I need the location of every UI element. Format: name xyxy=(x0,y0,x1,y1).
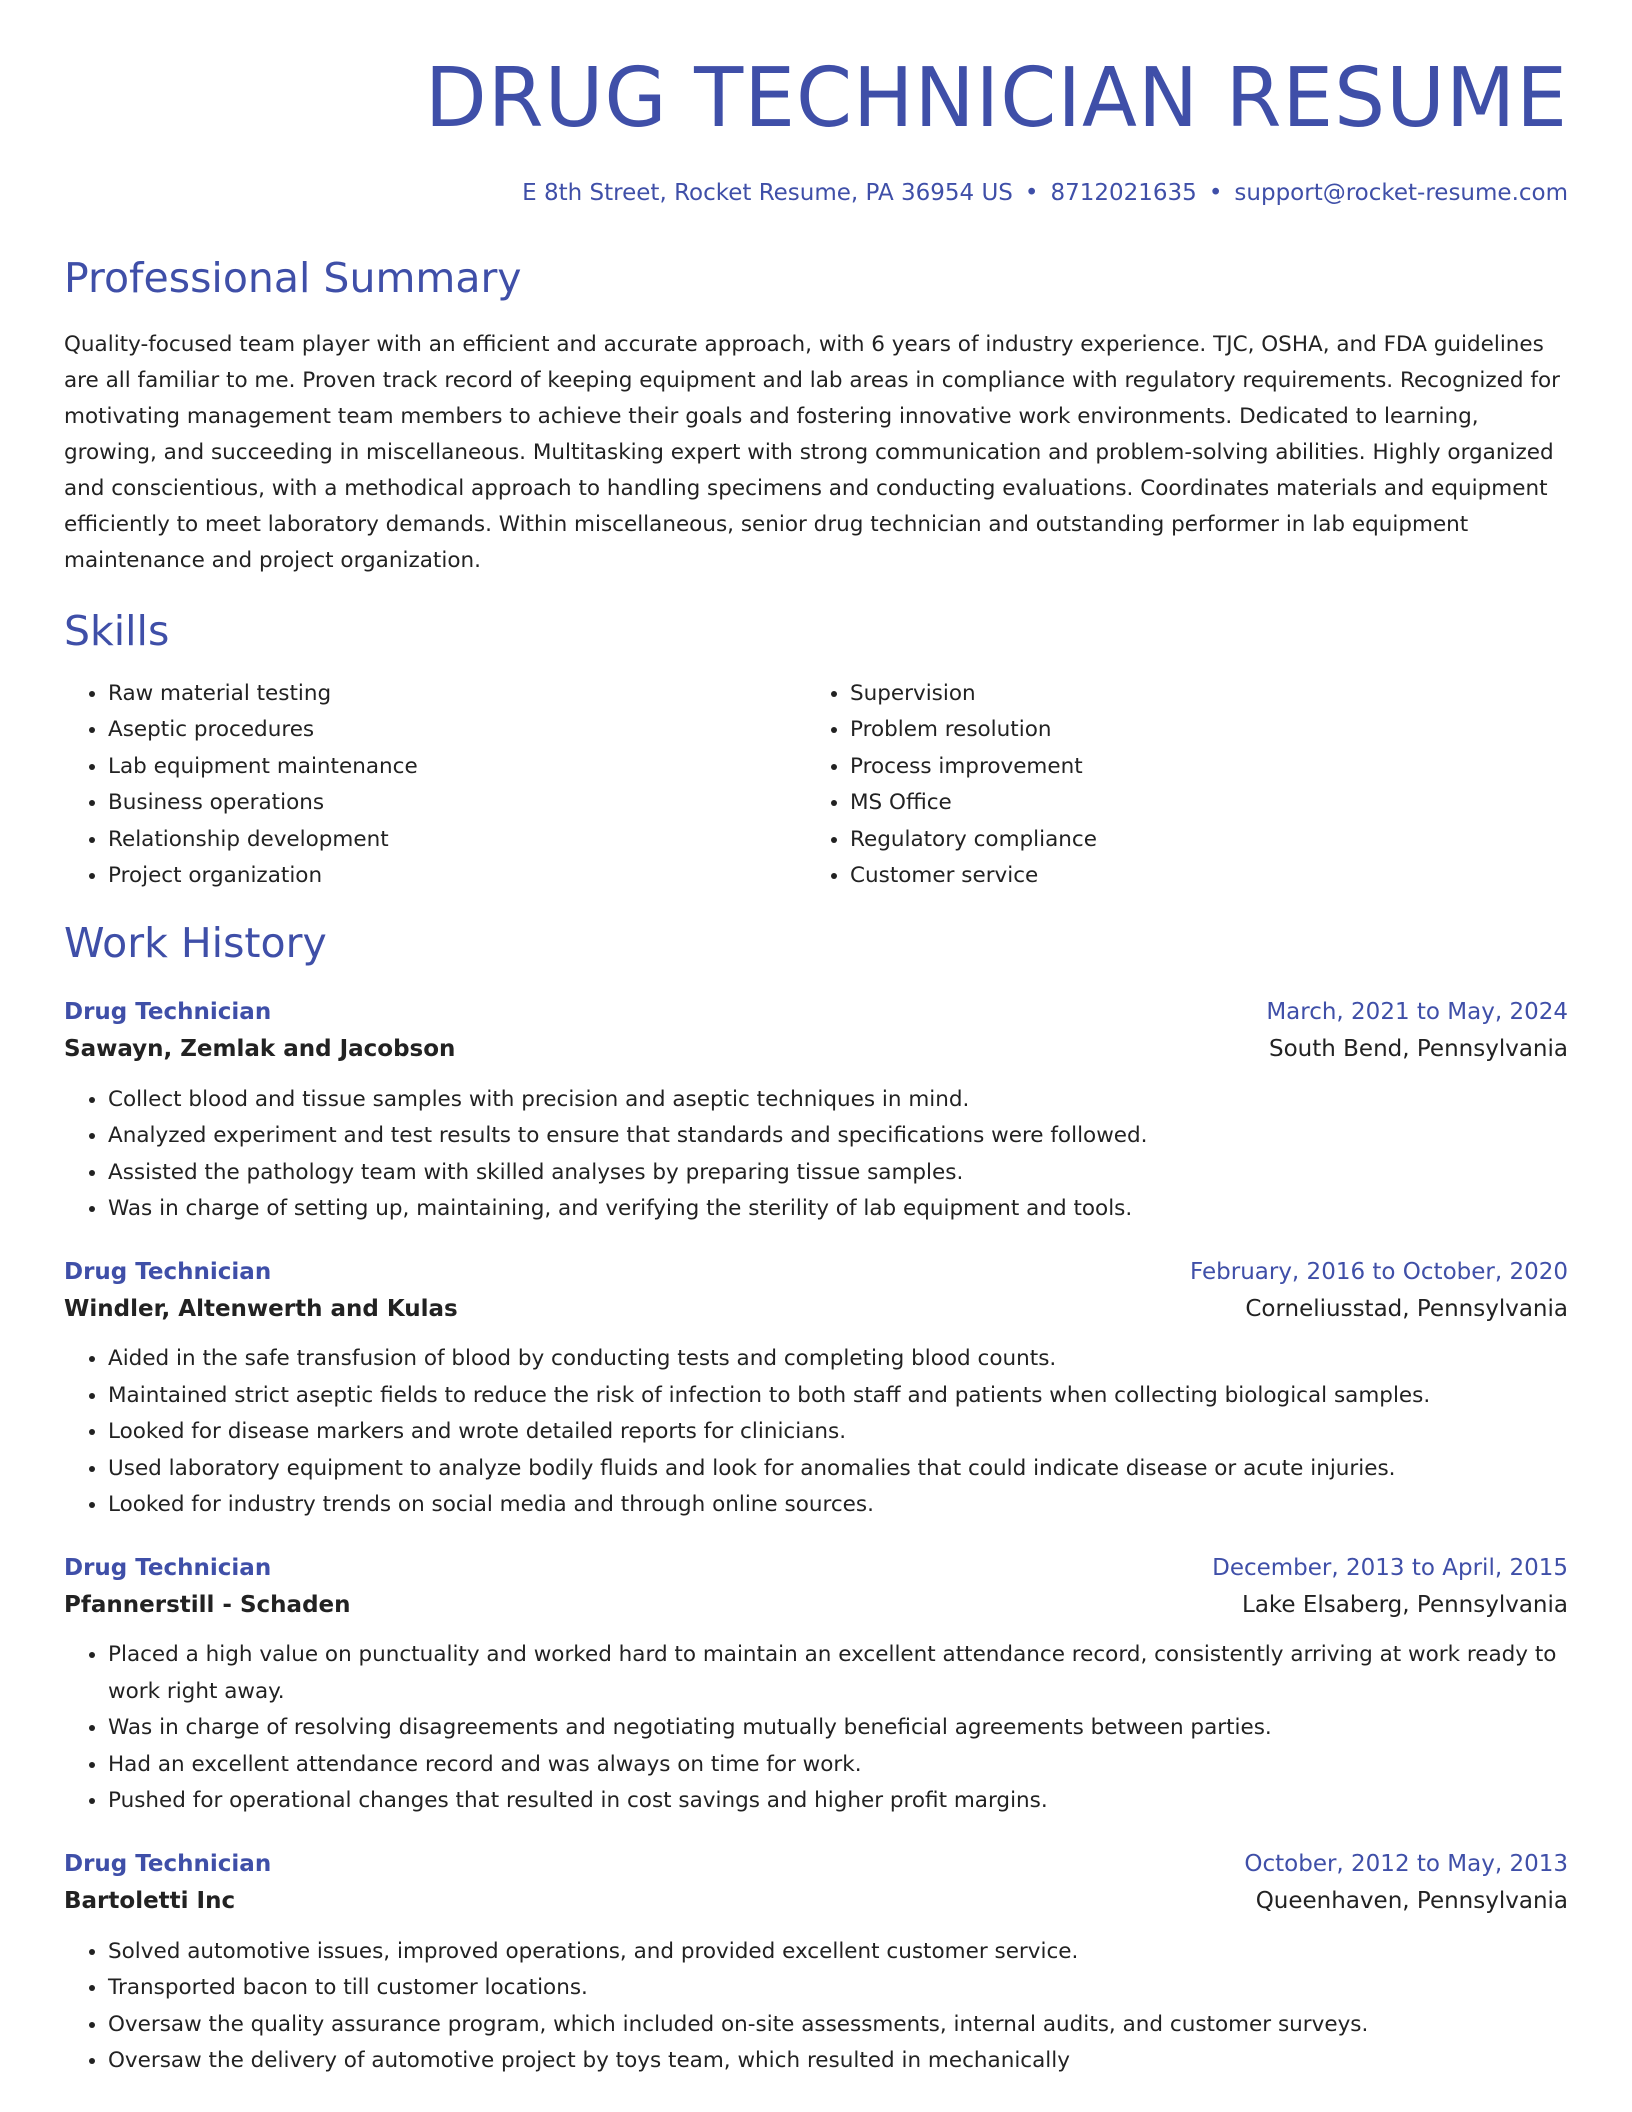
job-bullet: • Oversaw the delivery of automotive project by toys team, which resulted in mechanically xyxy=(108,2043,1568,2080)
contact-address: E 8th Street, Rocket Resume, PA 36954 US xyxy=(522,180,1013,206)
skill-item: • Process improvement xyxy=(850,749,1548,786)
job-company-row xyxy=(64,1031,1568,1068)
job-dates: February, 2016 to October, 2020 xyxy=(1190,1258,1568,1285)
summary-text: Quality-focused team player with an efficient and accurate approach, with 6 years of industry experience. TJC, OSHA, and FDA guidelines are all familiar to me. Proven track record of keeping equipment and lab areas in compliance with regulatory requirements. Recognized for motivating management team members to achieve their goals and fostering innovative work environments. Dedicated to learning, growing, and succeeding in miscellaneous. Multitasking expert with strong communication and problem-solving abilities. Highly organized and conscientious, with a methodical approach to handling specimens and conducting evaluations. Coordinates materials and equipment efficiently to meet laboratory demands. Within miscellaneous, senior drug technician and outstanding performer in lab equipment maintenance and project organization. xyxy=(64,331,1560,573)
job-bullets xyxy=(64,1082,1568,1228)
job-bullet: • Transported bacon to till customer locations. xyxy=(108,1970,1568,2007)
job-location: South Bend, Pennsylvania xyxy=(1269,1035,1568,1062)
skill-item: • Business operations xyxy=(108,785,806,822)
skill-item: • Project organization xyxy=(108,858,806,895)
skill-item: • Supervision xyxy=(850,676,1548,713)
job-bullets xyxy=(64,1341,1568,1524)
contact-email: support@rocket-resume.com xyxy=(1234,180,1568,206)
job-title: Drug Technician xyxy=(64,1850,272,1877)
resume-page xyxy=(64,0,1568,2080)
job-location: Corneliusstad, Pennsylvania xyxy=(1245,1295,1568,1322)
job-bullet: • Used laboratory equipment to analyze bodily fluids and look for anomalies that could indicate disease or acute injuries. xyxy=(108,1451,1568,1488)
job-bullet: • Assisted the pathology team with skilled analyses by preparing tissue samples. xyxy=(108,1155,1568,1192)
job-header-row xyxy=(64,1846,1568,1883)
job-title: Drug Technician xyxy=(64,1258,272,1285)
job-bullet: • Was in charge of setting up, maintaining, and verifying the sterility of lab equipment and tools. xyxy=(108,1191,1568,1228)
job-entry xyxy=(64,1550,1568,1820)
skill-item: • Lab equipment maintenance xyxy=(108,749,806,786)
job-dates: March, 2021 to May, 2024 xyxy=(1266,999,1568,1026)
job-company: Pfannerstill - Schaden xyxy=(64,1591,351,1618)
job-bullets xyxy=(64,1934,1568,2080)
skills-columns xyxy=(64,676,1568,895)
job-bullets xyxy=(64,1637,1568,1820)
job-dates: October, 2012 to May, 2013 xyxy=(1244,1850,1568,1877)
job-bullet: • Solved automotive issues, improved operations, and provided excellent customer service. xyxy=(108,1934,1568,1971)
job-entry xyxy=(64,1254,1568,1524)
skill-item: • Aseptic procedures xyxy=(108,712,806,749)
job-company: Windler, Altenwerth and Kulas xyxy=(64,1295,458,1322)
job-header-row xyxy=(64,1550,1568,1587)
skill-item: • Relationship development xyxy=(108,822,806,859)
job-bullet: • Analyzed experiment and test results to ensure that standards and specifications were followed. xyxy=(108,1118,1568,1155)
job-entry xyxy=(64,994,1568,1228)
job-bullet: • Was in charge of resolving disagreements and negotiating mutually beneficial agreements between parties. xyxy=(108,1710,1568,1747)
job-bullet: • Collect blood and tissue samples with precision and aseptic techniques in mind. xyxy=(108,1082,1568,1119)
skills-heading: Skills xyxy=(64,606,170,655)
job-bullet: • Looked for disease markers and wrote detailed reports for clinicians. xyxy=(108,1414,1568,1451)
skills-list-right xyxy=(806,676,1548,895)
job-location: Lake Elsaberg, Pennsylvania xyxy=(1242,1591,1568,1618)
contact-separator: • xyxy=(1024,180,1039,206)
contact-separator: • xyxy=(1208,180,1223,206)
skill-item: • Regulatory compliance xyxy=(850,822,1548,859)
job-title: Drug Technician xyxy=(64,999,272,1026)
skill-item: • MS Office xyxy=(850,785,1548,822)
job-location: Queenhaven, Pennsylvania xyxy=(1255,1887,1568,1914)
job-company-row xyxy=(64,1587,1568,1624)
skill-item: • Customer service xyxy=(850,858,1548,895)
job-bullet: • Placed a high value on punctuality and worked hard to maintain an excellent attendance record, consistently arriving at work ready to work right away. xyxy=(108,1637,1568,1710)
job-title: Drug Technician xyxy=(64,1554,272,1581)
job-bullet: • Looked for industry trends on social media and through online sources. xyxy=(108,1487,1568,1524)
job-company: Sawayn, Zemlak and Jacobson xyxy=(64,1035,456,1062)
job-company: Bartoletti Inc xyxy=(64,1887,236,1914)
job-bullet: • Had an excellent attendance record and was always on time for work. xyxy=(108,1747,1568,1784)
skill-item: • Raw material testing xyxy=(108,676,806,713)
skill-item: • Problem resolution xyxy=(850,712,1548,749)
summary-heading: Professional Summary xyxy=(64,253,522,302)
resume-title: DRUG TECHNICIAN RESUME xyxy=(424,51,1568,146)
contact-phone: 8712021635 xyxy=(1050,180,1197,206)
job-header-row xyxy=(64,994,1568,1031)
job-header-row xyxy=(64,1254,1568,1291)
job-entry xyxy=(64,1846,1568,2080)
job-bullet: • Pushed for operational changes that resulted in cost savings and higher profit margins. xyxy=(108,1783,1568,1820)
skills-list-left xyxy=(64,676,806,895)
job-bullet: • Maintained strict aseptic fields to reduce the risk of infection to both staff and patients when collecting biological samples. xyxy=(108,1378,1568,1415)
job-bullet: • Aided in the safe transfusion of blood by conducting tests and completing blood counts. xyxy=(108,1341,1568,1378)
job-dates: December, 2013 to April, 2015 xyxy=(1212,1554,1568,1581)
contact-line xyxy=(64,180,1568,208)
work-history-heading: Work History xyxy=(64,918,327,967)
job-company-row xyxy=(64,1883,1568,1920)
job-bullet: • Oversaw the quality assurance program, which included on-site assessments, internal audits, and customer surveys. xyxy=(108,2007,1568,2044)
job-company-row xyxy=(64,1291,1568,1328)
